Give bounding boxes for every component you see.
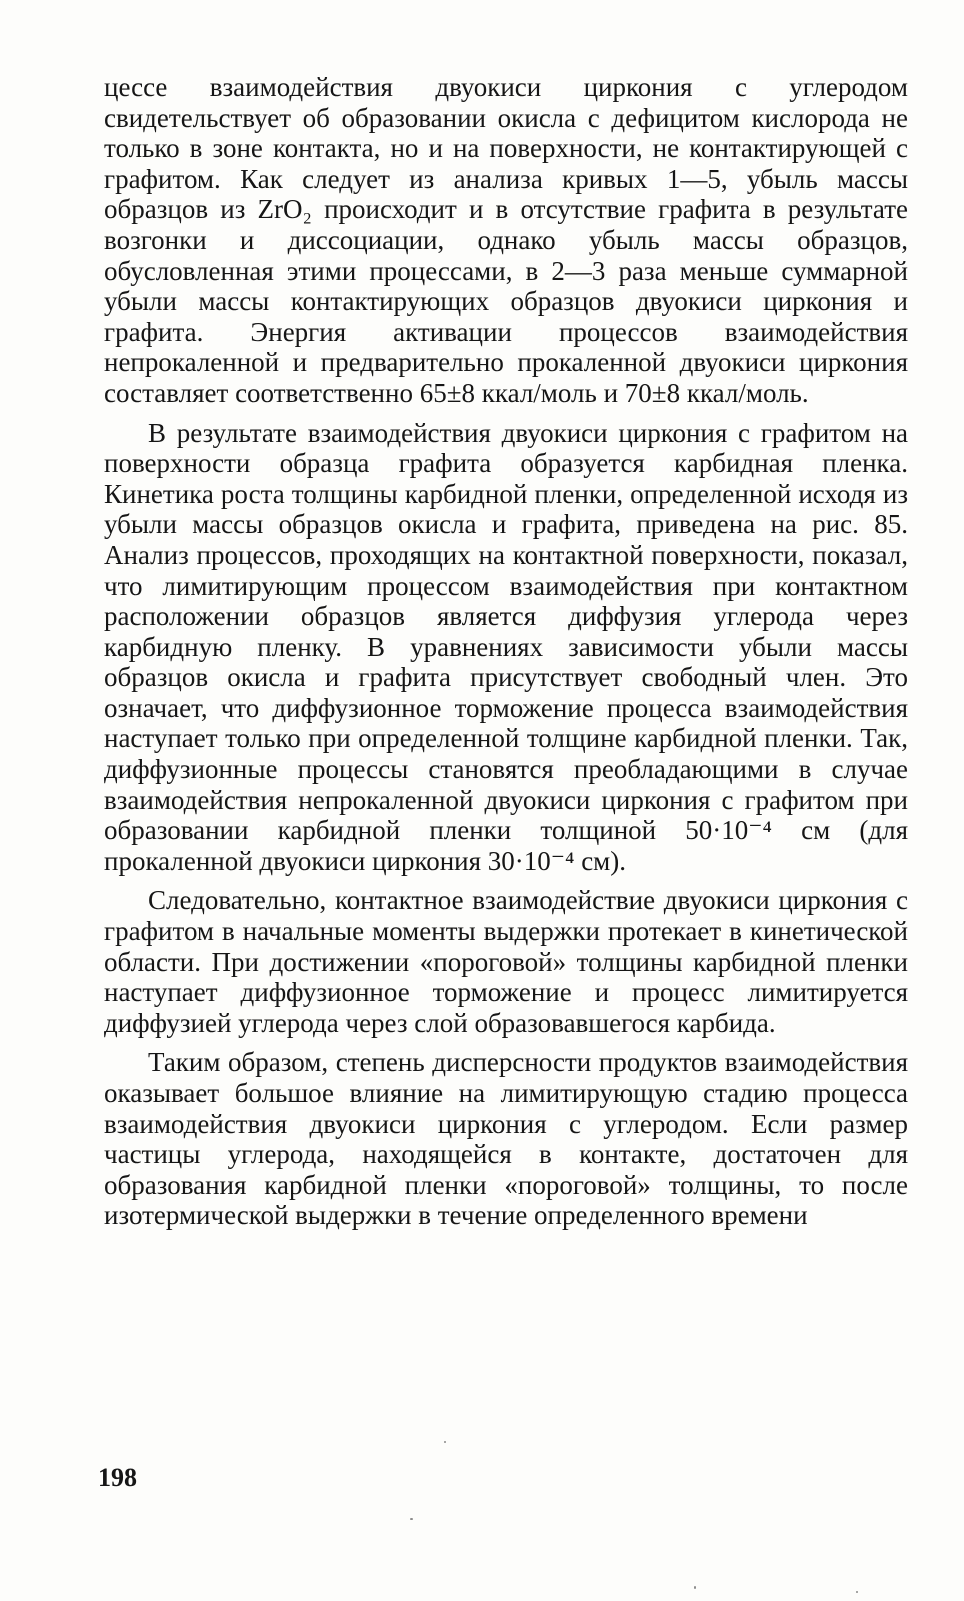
- paragraph-carbide-film: В результате взаимодействия двуокиси циркония с графитом на поверхности образца графита образуется карбидная пленка. Кинетика роста толщины карбидной пленки, определенной исходя из убыли массы образцов окисла и графита, приведена на рис. 85. Анализ процессов, проходящих на контактной поверхности, показал, что лимитирующим процессом взаимодействия при контактном расположении образцов является диффузия углерода через карбидную пленку. В уравнениях зависимости убыли массы образцов окисла и графита присутствует свободный член. Это означает, что диффузионное торможение процесса взаимодействия наступает только при определенной толщине карбидной пленки. Так, диффузионные процессы становятся преобладающими в случае взаимодействия непрокаленной двуокиси циркония с графитом при образовании карбидной пленки толщиной 50·10⁻⁴ см (для прокаленной двуокиси циркония 30·10⁻⁴ см).: [104, 417, 908, 876]
- paragraph-dispersity: Таким образом, степень дисперсности продуктов взаимодействия оказывает большое влияние на лимитирующую стадию процесса взаимодействия двуокиси циркония с углеродом. Если размер частицы углерода, находящейся в контакте, достаточен для образования карбидной пленки «пороговой» толщины, то после изотермической выдержки в течение определенного времени: [104, 1047, 908, 1231]
- body-text: [104, 72, 908, 1231]
- scan-speck: [410, 1518, 413, 1520]
- scan-speck: [694, 1586, 696, 1589]
- page-number: 198: [98, 1463, 137, 1492]
- scan-speck: [856, 1591, 858, 1593]
- paragraph-continuation: цессе взаимодействия двуокиси циркония с углеродом свидетельствует об образовании окисла с дефицитом кислорода не только в зоне контакта, но и на поверхности, не контактирующей с графитом. Как следует из анализа кривых 1—5, убыль массы образцов из ZrO₂ происходит и в отсутствие графита в результате возгонки и диссоциации, однако убыль массы образцов, обусловленная этими процессами, в 2—3 раза меньше суммарной убыли массы контактирующих образцов двуокиси циркония и графита. Энергия активации процессов взаимодействия непрокаленной и предварительно прокаленной двуокиси циркония составляет соответственно 65±8 ккал/моль и 70±8 ккал/моль.: [104, 72, 908, 408]
- paragraph-conclusion: Следовательно, контактное взаимодействие двуокиси циркония с графитом в начальные моменты выдержки протекает в кинетической области. При достижении «пороговой» толщины карбидной пленки наступает диффузионное торможение и процесс лимитируется диффузией углерода через слой образовавшегося карбида.: [104, 885, 908, 1038]
- scan-speck: [444, 1441, 446, 1443]
